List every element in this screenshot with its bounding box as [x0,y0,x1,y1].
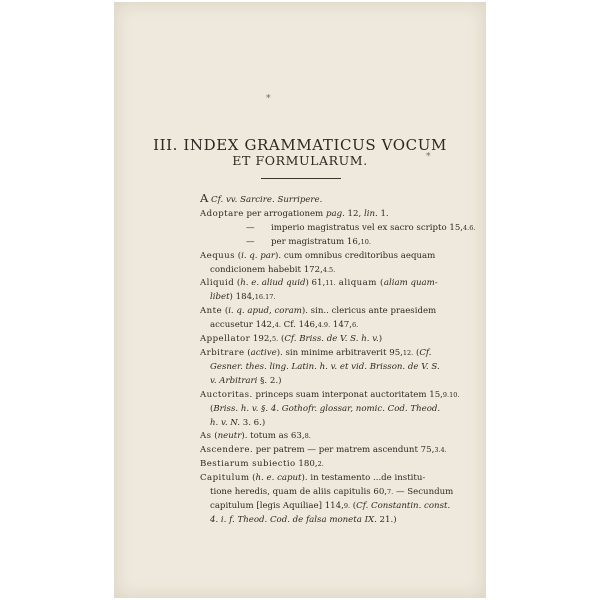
entry-aliquid: Aliquid (h. e. aliud quid) 61,11. aliquam (aliam quam- [200,278,438,289]
entry-continuation: accusetur 142,4. Cf. 146,4.9. 147,6. [210,320,359,331]
entry-head: Arbitrare [200,347,245,358]
entry-head: Appellator [200,334,251,345]
entry-head: Ante [200,306,223,317]
entry-continuation: (Briss. h. v. §. 4. Gothofr. glossar, nomic. Cod. Theod. [210,403,441,414]
entry-head: Auctoritas. [200,389,253,400]
entry-continuation: Gesner. thes. ling. Latin. h. v. et vid. Brisson. de V. S. [210,361,440,372]
entry-continuation: 4. i. f. Theod. Cod. de falsa moneta IX. 21.) [210,514,397,525]
entry-capitulum: Capitulum (h. e. caput). in testamento ...de institu- [200,473,426,484]
entry-head: As [200,431,212,442]
entry-a: A Cf. vv. Sarcire. Surripere. [200,191,323,205]
printer-mark: * [426,152,431,162]
entry-subline: — per magistratum 16,10. [246,236,371,247]
entry-head: A [200,191,209,205]
printer-mark: * [266,94,271,104]
entry-head: Aequus [200,250,235,261]
entry-arbitrare: Arbitrare (active). sin minime arbitraverit 95,12. (Cf. [200,347,432,358]
entry-as: As (neutr). totum as 63,8. [200,431,311,442]
entry-continuation: v. Arbitrari §. 2.) [210,375,282,386]
entry-head: Aliquid [200,278,235,289]
entry-bestiarum: Bestiarum subiectio 180,2. [200,459,324,470]
entry-continuation: tione heredis, quam de aliis capitulis 60,7. — Secundum [210,487,454,498]
entry-subline: — imperio magistratus vel ex sacro scripto 15,4.6. [246,222,476,233]
entry-auctoritas: Auctoritas. princeps suam interponat auctoritatem 15,9.10. [200,389,460,400]
entry-ante: Ante (i. q. apud, coram). sin.. clericus ante praesidem [200,306,437,317]
title-rule [261,178,341,179]
entry-adoptare: Adoptare per arrogationem pag. 12, lin. 1. [200,208,389,219]
entry-continuation: condicionem habebit 172,4.5. [210,264,336,275]
entry-continuation: h. v. N. 3. 6.) [210,417,266,428]
section-subtitle: ET FORMULARUM. [232,153,368,168]
book-page [114,2,486,598]
section-title: III. INDEX GRAMMATICUS VOCUM [153,136,447,154]
entry-aequus: Aequus (i. q. par). cum omnibus creditoribus aequam [200,250,436,261]
index-entries [200,191,476,528]
entry-head: Ascendere. [200,445,254,456]
entry-continuation: capitulum [legis Aquiliae] 114,9. (Cf. Constantin. const. [210,500,451,511]
entry-ascendere: Ascendere. per patrem — per matrem ascendunt 75,3.4. [200,445,447,456]
entry-head: Bestiarum subiectio [200,459,296,470]
entry-head: Adoptare [200,208,244,219]
entry-head: Capitulum [200,473,250,484]
entry-continuation: libet) 184,16.17. [210,292,276,303]
entry-appellator: Appellator 192,5. (Cf. Briss. de V. S. h. v.) [200,334,383,345]
